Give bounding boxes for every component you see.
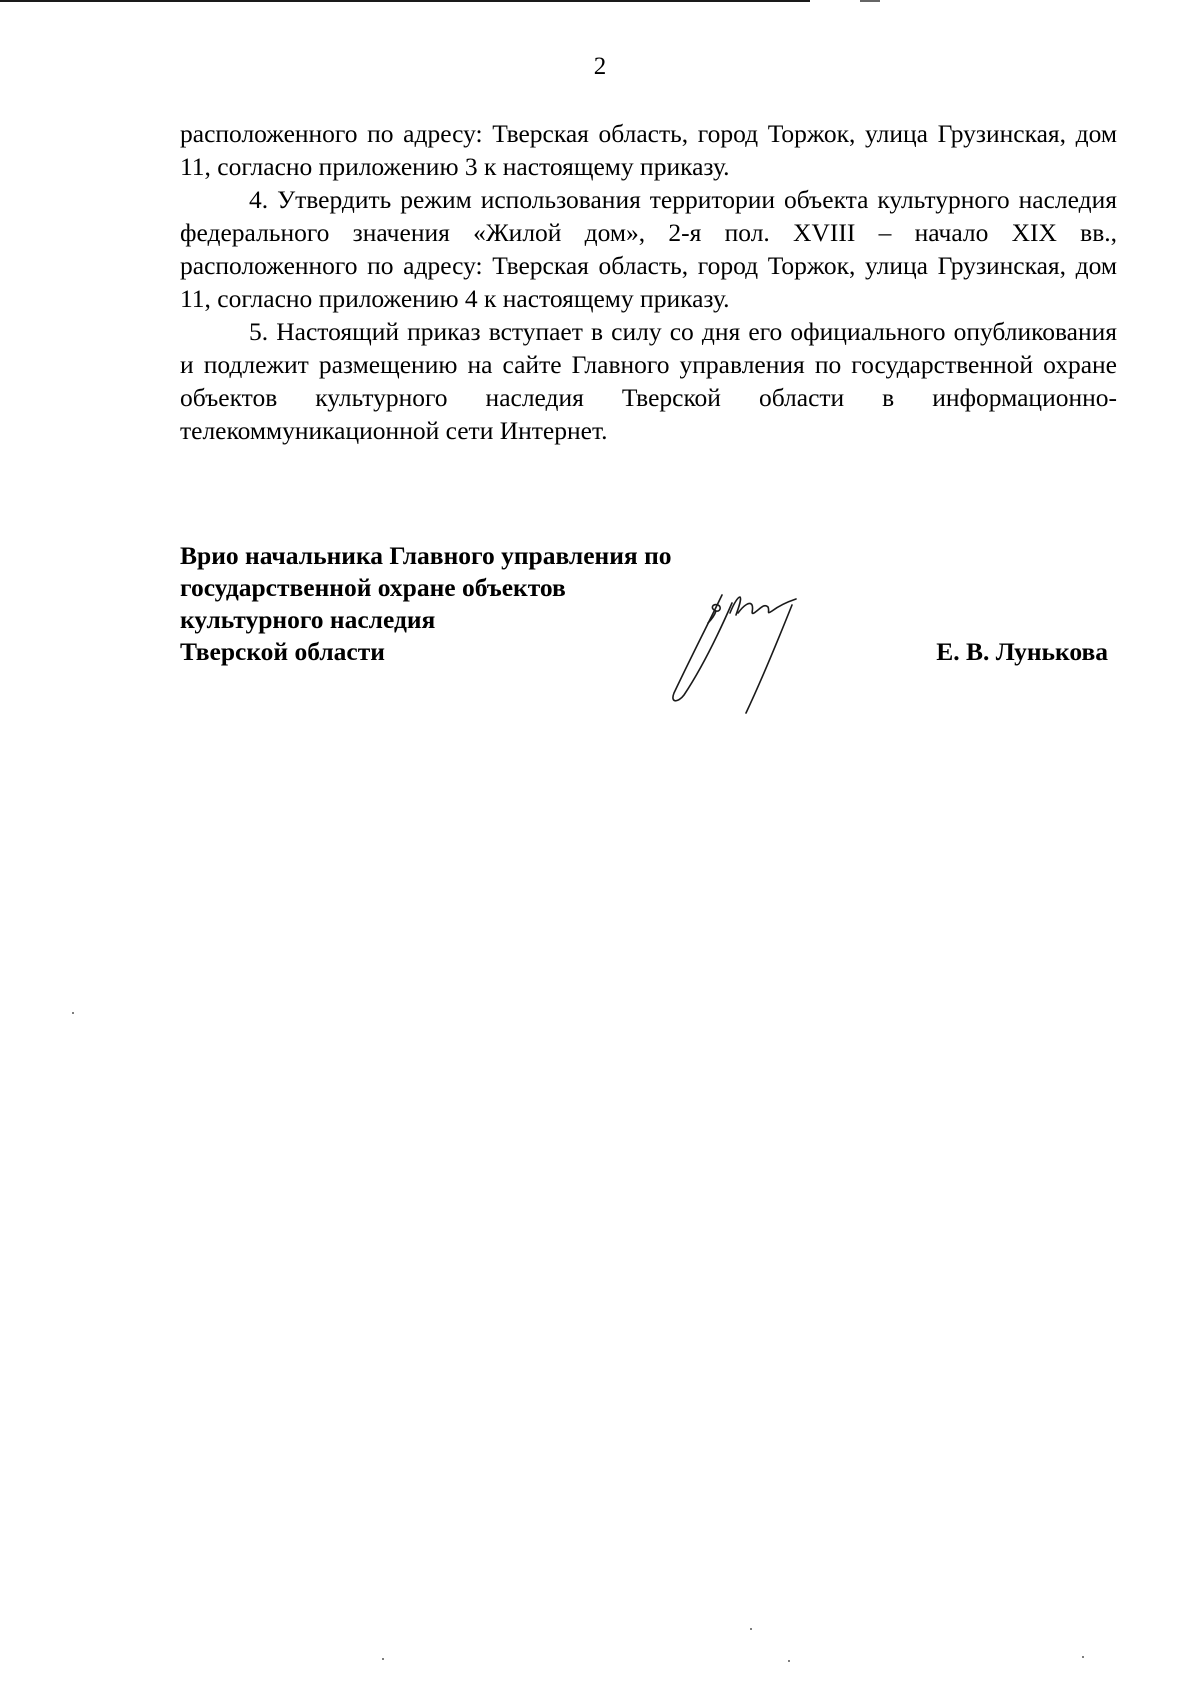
paragraph-continuation: расположенного по адресу: Тверская область, город Торжок, улица Грузинская, дом 11, согласно приложению 3 к настоящему приказу. (180, 119, 1117, 181)
paragraph-item-4: 4. Утвердить режим использования территории объекта культурного наследия федерального значения «Жилой дом», 2-я пол. XVIII – начало XIX вв., расположенного по адресу: Тверская область, город Торжок, улица Грузинская, дом 11, согласно приложению 4 к настоящему приказу. (180, 185, 1117, 313)
signatory-position-line: Тверской области (180, 637, 385, 666)
scan-speck (72, 1012, 74, 1014)
document-body (180, 117, 1117, 447)
signatory-name: Е. В. Лунькова (936, 637, 1108, 666)
scan-edge-line (0, 0, 810, 2)
scan-edge-line (860, 0, 880, 2)
handwritten-signature (660, 575, 830, 725)
signatory-position-line: культурного наследия (180, 605, 436, 634)
signatory-position-line: Врио начальника Главного управления по (180, 541, 672, 570)
page-number: 2 (593, 53, 607, 80)
signatory-position (180, 540, 672, 668)
paragraph-item-5: 5. Настоящий приказ вступает в силу со дня его официального опубликования и подлежит размещению на сайте Главного управления по государственной охране объектов культурного наследия Тверской области в информационно-телекоммуникационной сети Интернет. (180, 317, 1117, 445)
scan-speck (382, 1658, 384, 1660)
scan-speck (1082, 1656, 1084, 1658)
scan-speck (788, 1660, 790, 1662)
scan-speck (750, 1628, 752, 1630)
signatory-position-line: государственной охране объектов (180, 573, 566, 602)
